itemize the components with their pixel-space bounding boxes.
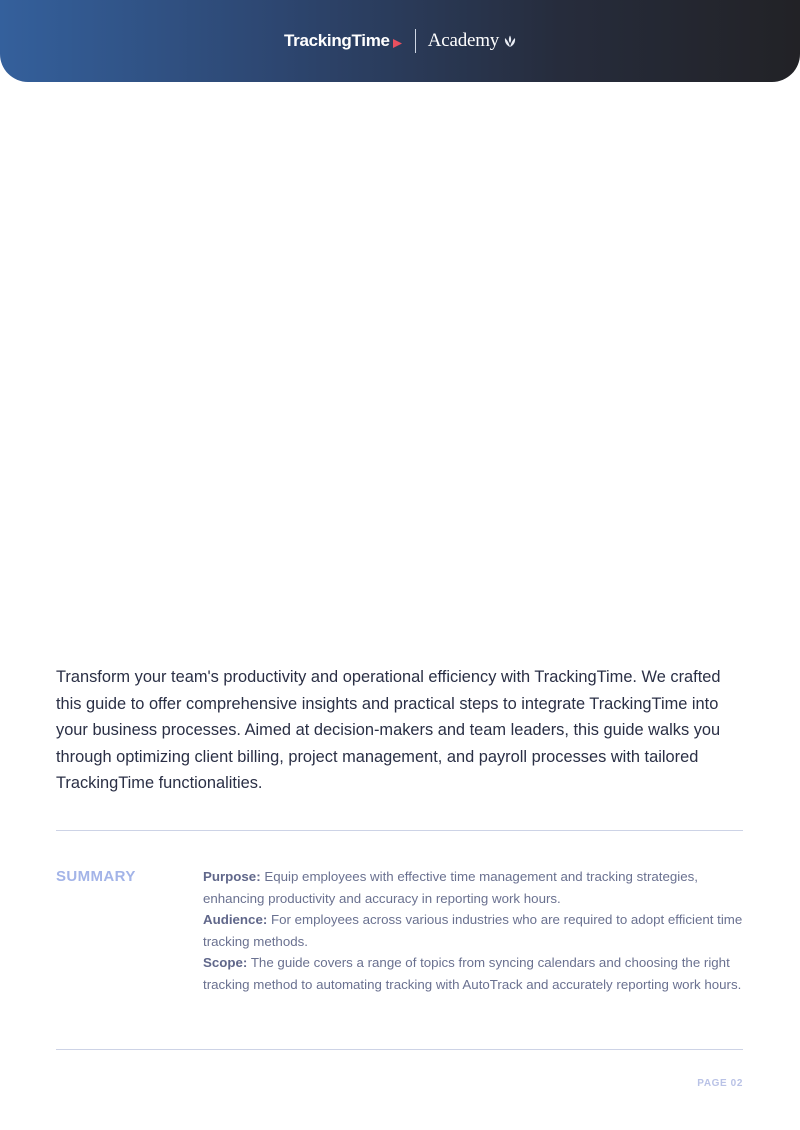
page-number: PAGE 02: [697, 1078, 743, 1089]
summary-body: [203, 866, 748, 996]
summary-audience: [203, 909, 748, 952]
audience-term: Audience:: [203, 912, 268, 928]
purpose-text: Equip employees with effective time management and tracking strategies, enhancing productivity and accuracy in reporting work hours.: [203, 869, 698, 906]
intro-paragraph: Transform your team's productivity and operational efficiency with TrackingTime. We crafted this guide to offer comprehensive insights and practical steps to integrate TrackingTime into your business processes. Aimed at decision-makers and team leaders, this guide walks you through optimizing client billing, project management, and payroll processes with tailored TrackingTime functionalities.: [56, 668, 721, 793]
header-banner: [0, 0, 800, 82]
summary-scope: [203, 952, 748, 995]
audience-text: For employees across various industries who are required to adopt efficient time tracking methods.: [203, 912, 743, 949]
play-icon: [392, 36, 403, 47]
academy-wordmark: Academy: [427, 30, 500, 51]
brand-lockup[interactable]: [284, 28, 517, 54]
summary-purpose: [203, 866, 748, 909]
scope-text: The guide covers a range of topics from syncing calendars and choosing the right tracking method to automating tracking with AutoTrack and accurately reporting work hours.: [203, 955, 742, 992]
scope-term: Scope:: [203, 955, 248, 971]
laurel-icon: [503, 34, 517, 48]
brand-divider: [415, 29, 416, 53]
summary-label: SUMMARY: [56, 868, 136, 885]
brand-name: TrackingTime: [284, 31, 390, 50]
divider-top: [56, 830, 743, 831]
divider-bottom: [56, 1049, 743, 1050]
purpose-term: Purpose:: [203, 869, 261, 884]
